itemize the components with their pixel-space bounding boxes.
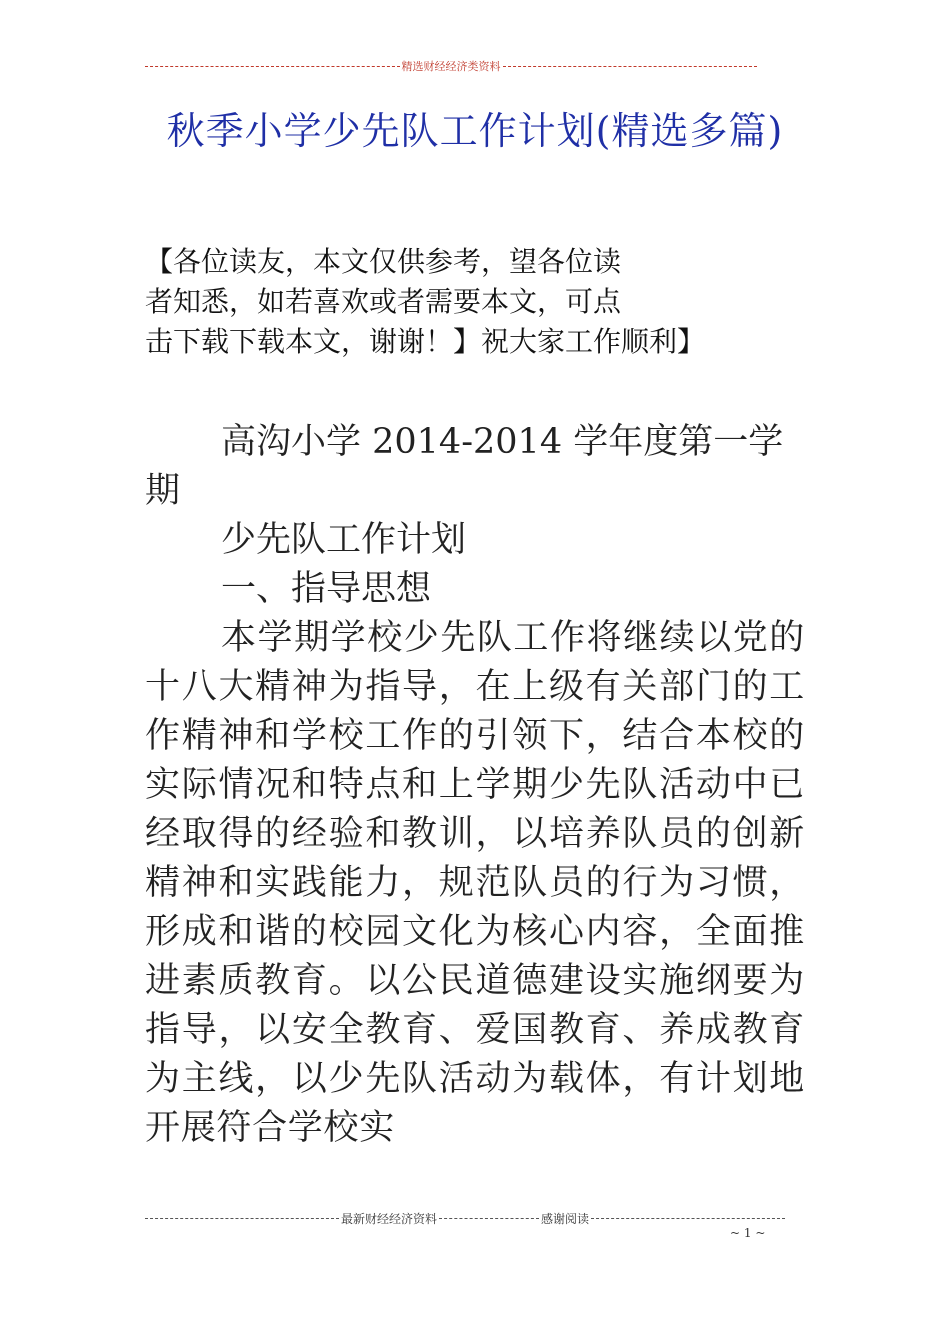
document-title: 秋季小学少先队工作计划(精选多篇) — [166, 109, 784, 153]
notice-line-1: 【各位读友，本文仅供参考，望各位读 — [145, 245, 622, 278]
page-number: ~ 1 ~ — [730, 1226, 766, 1240]
subheading: 少先队工作计划 — [221, 520, 467, 560]
page-footer — [145, 1210, 785, 1227]
section-heading: 一、指导思想 — [221, 569, 432, 609]
header-dashed-line-left — [145, 66, 400, 67]
paragraph: 本学期学校少先队工作将继续以党的十八大精神为指导，在上级有关部门的工作精神和学校工作的引领下，结合本校的实际情况和特点和上学期少先队活动中已经取得的经验和教训，以培养队员的创新精神和实践能力，规范队员的行为习惯，形成和谐的校园文化为核心内容，全面推进素质教育。以公民道德建设实施纲要为指导，以安全教育、爱国教育、养成教育为主线，以少先队活动为载体，有计划地开展符合学校实 — [145, 618, 805, 1148]
header-text: 精选财经经济类资料 — [401, 60, 501, 73]
footer-dashed-line-left — [145, 1218, 339, 1219]
footer-text-1: 最新财经经济资料 — [340, 1212, 437, 1226]
page-header — [145, 58, 757, 74]
document-body — [145, 418, 805, 1153]
header-dashed-line-right — [503, 66, 758, 67]
reader-notice — [145, 242, 805, 362]
notice-line-3: 击下载下载本文，谢谢！】祝大家工作顺利】 — [145, 325, 706, 358]
footer-dashed-line-right — [591, 1218, 785, 1219]
footer-text-2: 感谢阅读 — [541, 1212, 590, 1226]
footer-dashed-line-middle — [439, 1218, 539, 1219]
notice-line-2: 者知悉，如若喜欢或者需要本文，可点 — [145, 285, 622, 318]
heading-line-1: 高沟小学 2014-2014 学年度第一学 — [221, 422, 784, 462]
heading-line-2: 期 — [145, 471, 181, 511]
